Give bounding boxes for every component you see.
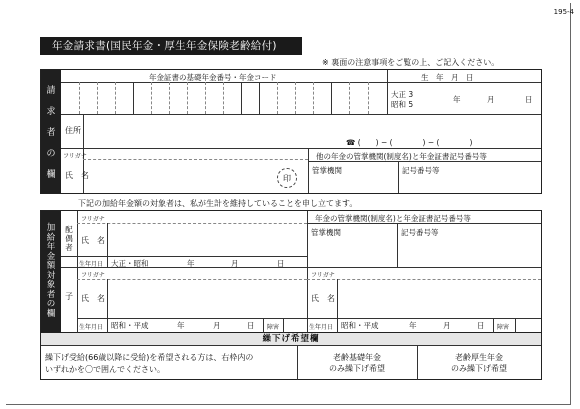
deferral-header: 繰下げ希望欄 (41, 333, 541, 346)
child2-furigana-label: フリガナ (311, 272, 335, 279)
deferral-instruction-1: 繰下げ受給(66歳以降に受給)を希望される方は、右枠内の (45, 353, 254, 362)
dependents-side-label: 加 給 年 金 額 対 象 者 の 欄 (41, 211, 61, 332)
child1-name-field[interactable] (107, 279, 307, 318)
child2-name-label: 氏 名 (311, 294, 335, 303)
child2-disability-label: 障害 (497, 324, 510, 331)
birth-era-taisho: 大正 3 (391, 90, 414, 99)
code-label: 記号番号等 (402, 166, 440, 175)
deferral-option-basic[interactable]: 老齢基礎年金 のみ繰下げ希望 (329, 353, 385, 373)
dependents-section: 加 給 年 金 額 対 象 者 の 欄 配 偶 者 フリガナ 氏 名 年金の管掌機関(制度名)と年金証書記号番号等 管掌機関 記号番号等 生年月日 大正・昭和 年 月 日 子 フリガナ 氏 名 生年月日 昭和・平成 年 月 日 障害 フリガナ 氏 名 生年月日 昭和・平成 年 月 日 障害 (40, 210, 542, 333)
spouse-code-field[interactable] (397, 223, 541, 267)
spouse-other-pension-header: 年金の管掌機関(制度名)と年金証書記号番号等 (315, 214, 471, 223)
child-label: 子 (65, 292, 73, 301)
spouse-label: 配 偶 者 (65, 225, 73, 252)
claimant-section: 請 求 者 の 欄 年金証書の基礎年金番号・年金コード 生 年 月 日 大正 3 昭和 5 年 月 日 住所 ☎ ( ) − ( ) − ( ) フリガナ 氏 名 印 他の年金の管掌機関(制度名)と年金証書記号番号等 管掌機関 記号番号等 (40, 69, 542, 194)
other-pension-header: 他の年金の管掌機関(制度名)と年金証書記号番号等 (316, 152, 487, 161)
spouse-birth-label: 生年月日 (79, 261, 104, 268)
spouse-code-label: 記号番号等 (401, 228, 439, 237)
child1-disability-field[interactable] (283, 318, 307, 334)
name-label: 氏 名 (65, 171, 89, 180)
child1-name-label: 氏 名 (81, 294, 105, 303)
claimant-side-label: 請 求 者 の 欄 (41, 70, 61, 193)
birth-era-showa: 昭和 5 (391, 100, 414, 109)
document-number: 195-4 (553, 8, 574, 16)
name-field[interactable] (83, 159, 308, 193)
pension-number-header: 年金証書の基礎年金番号・年金コード (149, 73, 277, 82)
child2-disability-field[interactable] (515, 318, 541, 334)
spouse-agency-label: 管掌機関 (311, 228, 341, 237)
address-label: 住所 (65, 126, 81, 135)
other-pension-code-field[interactable] (398, 161, 541, 193)
seal-mark: 印 (277, 168, 297, 188)
deferral-section (40, 333, 542, 380)
spouse-furigana-label: フリガナ (81, 216, 105, 223)
notice-text: ※ 裏面の注意事項をご覧の上、ご記入ください。 (322, 58, 500, 67)
child1-disability-label: 障害 (267, 324, 280, 331)
child2-name-field[interactable] (337, 279, 541, 318)
form-title: 年金請求書(国民年金・厚生年金保険老齢給付) (40, 37, 302, 55)
spouse-name-label: 氏 名 (81, 236, 105, 245)
phone-field[interactable]: ☎ ( ) − ( ) − ( ) (346, 138, 473, 147)
spouse-agency-field[interactable] (307, 223, 397, 267)
spouse-name-field[interactable] (107, 223, 307, 256)
furigana-label: フリガナ (63, 153, 87, 160)
agency-label: 管掌機関 (312, 166, 342, 175)
birth-date-header: 生 年 月 日 (421, 73, 474, 82)
statement-text: 下記の加給年金額の対象者は、私が生計を維持していることを申し立てます。 (78, 199, 358, 208)
pension-number-field[interactable] (61, 82, 387, 114)
other-pension-agency-field[interactable] (308, 161, 398, 193)
spouse-birth-field[interactable] (107, 256, 307, 267)
child1-furigana-label: フリガナ (81, 272, 105, 279)
deferral-option-employee[interactable]: 老齢厚生年金 のみ繰下げ希望 (451, 353, 507, 373)
deferral-instruction-2: いずれかを〇で囲んでください。 (45, 365, 165, 374)
